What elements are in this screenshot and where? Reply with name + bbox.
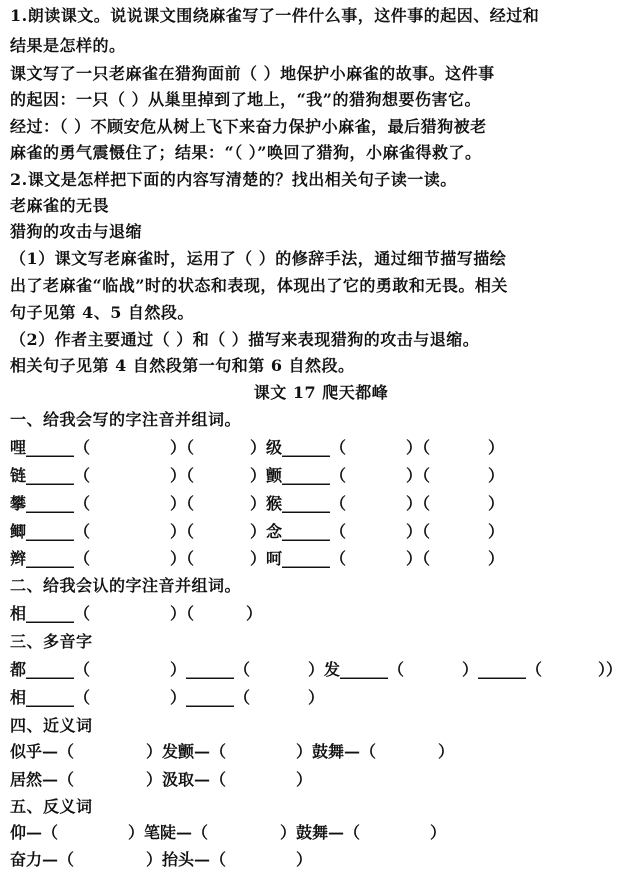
row-cell: ）级______（ (250, 438, 347, 457)
row-cell: ）） (598, 660, 623, 679)
answer-1-line-3: 经过：（ ）不顾安危从树上飞下来奋力保护小麻雀，最后猎狗被老 (10, 117, 487, 136)
answer-2-line-4: （2）作者主要通过（ ）和（ ）描写来表现猎狗的攻击与退缩。 (10, 330, 480, 349)
row-cell: ） (308, 688, 325, 707)
row-cell: 鲫______（ (10, 522, 91, 541)
row-cell: ）（ (170, 438, 195, 457)
answer-2-line-2: 出了老麻雀“临战”时的状态和表现，体现出了它的勇敢和无畏。相关 (10, 276, 508, 295)
row-cell: ）______（ (462, 660, 543, 679)
subtopic-old-sparrow: 老麻雀的无畏 (10, 196, 110, 215)
row-cell: ）______（ (170, 688, 251, 707)
answer-2-line-1: （1）课文写老麻雀时，运用了（ ）的修辞手法，通过细节描写描绘 (10, 249, 507, 268)
row-cell: ）抬头—（ (146, 850, 227, 869)
row-cell: ） (488, 522, 505, 541)
subtopic-hound: 猎狗的攻击与退缩 (10, 222, 143, 241)
row-cell: ） (488, 494, 505, 513)
row-cell: ）发______（ (308, 660, 405, 679)
row-cell: ）发颤—（ (146, 742, 227, 761)
row-cell: ）汲取—（ (146, 770, 227, 789)
row-cell: ） (296, 770, 313, 789)
row-cell: 奋力—（ (10, 850, 75, 869)
row-cell: 相______（ (10, 604, 91, 623)
part-4-heading: 四、近义词 (10, 716, 93, 735)
row-cell: ）（ (406, 522, 431, 541)
row-cell: 相______（ (10, 688, 91, 707)
row-cell: 似乎—（ (10, 742, 75, 761)
row-cell: ）（ (170, 549, 195, 568)
lesson-title: 课文 17 爬天都峰 (253, 383, 389, 402)
row-cell: ）颤______（ (250, 466, 347, 485)
row-cell: ）（ (406, 549, 431, 568)
row-cell: 都______（ (10, 660, 91, 679)
row-cell: ）笔陡—（ (128, 823, 209, 842)
part-1-heading: 一、给我会写的字注音并组词。 (10, 410, 242, 429)
row-cell: ） (438, 742, 455, 761)
row-cell: ） (488, 549, 505, 568)
row-cell: ）（ (406, 438, 431, 457)
row-cell: 攀______（ (10, 494, 91, 513)
answer-2-line-3: 句子见第 4、5 自然段。 (10, 303, 194, 322)
row-cell: 辫______（ (10, 549, 91, 568)
row-cell: ） (296, 850, 313, 869)
question-2: 2.课文是怎样把下面的内容写清楚的？找出相关句子读一读。 (10, 170, 457, 189)
answer-1-line-2: 的起因：一只（ ）从巢里掉到了地上，“我”的猎狗想要伤害它。 (10, 90, 481, 109)
part-2-heading: 二、给我会认的字注音并组词。 (10, 576, 242, 595)
row-cell: ）呵______（ (250, 549, 347, 568)
row-cell: ）念______（ (250, 522, 347, 541)
answer-2-line-5: 相关句子见第 4 自然段第一句和第 6 自然段。 (10, 356, 355, 375)
row-cell: 仰—（ (10, 823, 59, 842)
row-cell: ）猴______（ (250, 494, 347, 513)
row-cell: ）（ (170, 522, 195, 541)
answer-1-line-1: 课文写了一只老麻雀在猎狗面前（ ）地保护小麻雀的故事。这件事 (10, 64, 495, 83)
row-cell: 哩______（ (10, 438, 91, 457)
question-1-line-1: 1.朗读课文。说说课文围绕麻雀写了一件什么事，这件事的起因、经过和 (10, 6, 540, 25)
question-1-line-2: 结果是怎样的。 (10, 36, 126, 55)
row-cell: ）______（ (170, 660, 251, 679)
row-cell: ）（ (406, 494, 431, 513)
row-cell: ）（ (170, 604, 195, 623)
row-cell: ）（ (406, 466, 431, 485)
row-cell: 居然—（ (10, 770, 75, 789)
part-5-heading: 五、反义词 (10, 797, 93, 816)
answer-1-line-4: 麻雀的勇气震慑住了；结果：“（ ）”唤回了猎狗，小麻雀得救了。 (10, 143, 482, 162)
row-cell: ）鼓舞—（ (296, 742, 377, 761)
row-cell: ） (430, 823, 447, 842)
row-cell: 链______（ (10, 466, 91, 485)
row-cell: ） (246, 604, 263, 623)
part-3-heading: 三、多音字 (10, 632, 93, 651)
row-cell: ） (488, 438, 505, 457)
row-cell: ）（ (170, 466, 195, 485)
row-cell: ） (488, 466, 505, 485)
row-cell: ）（ (170, 494, 195, 513)
row-cell: ）鼓舞—（ (280, 823, 361, 842)
